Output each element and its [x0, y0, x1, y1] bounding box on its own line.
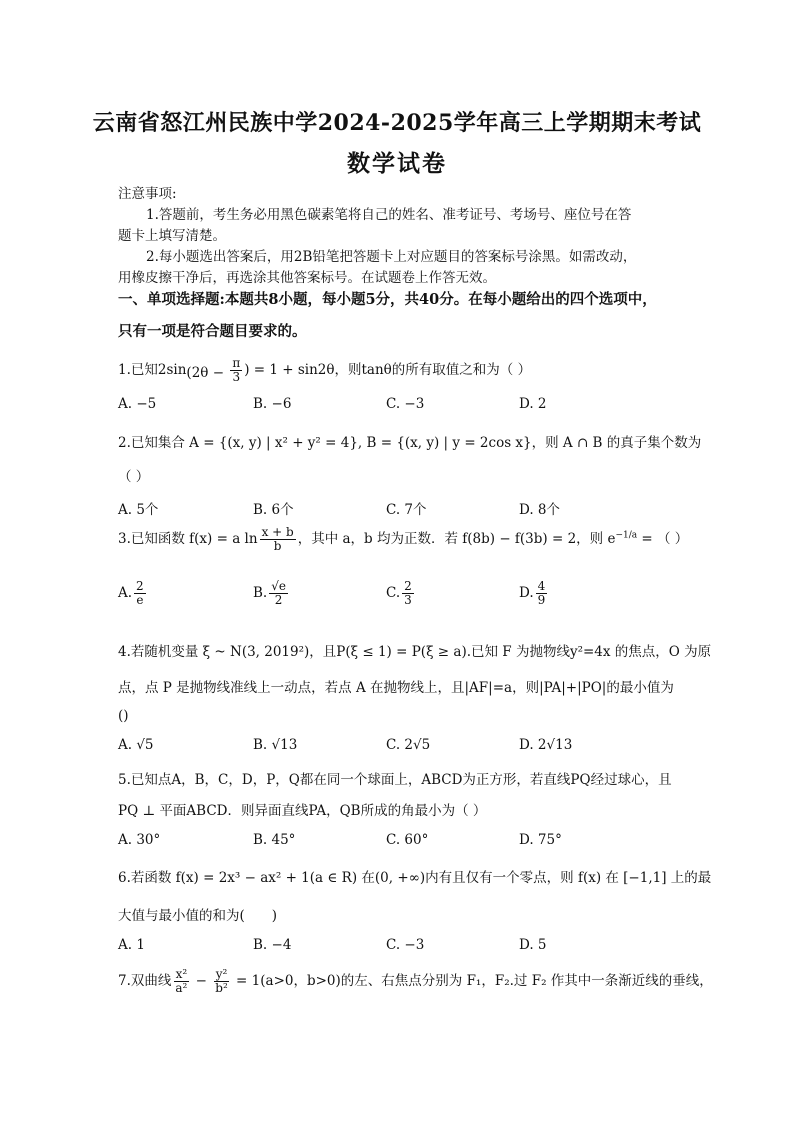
q3-option-b-den: 2	[274, 593, 283, 607]
q4-option-c: C. 2√5	[386, 737, 431, 753]
q3-option-b-num: √e	[271, 579, 286, 593]
exam-subtitle: 数学试卷	[347, 150, 447, 177]
q6-option-d: D. 5	[519, 937, 547, 953]
question-5-options	[118, 832, 678, 856]
notes-heading: 注意事项:	[118, 186, 177, 202]
q7-stem-a: 7.双曲线	[118, 973, 172, 989]
question-4-line-3: ()	[118, 708, 129, 724]
q1-option-c: C. −3	[386, 396, 425, 412]
q6-option-a: A. 1	[118, 937, 145, 953]
q3-frac-den: b	[273, 539, 282, 553]
note-1-line-1: 1.答题前，考生务必用黑色碳素笔将自己的姓名、准考证号、考场号、座位号在答	[146, 207, 632, 223]
q3-option-c-label: C.	[386, 585, 401, 601]
question-5-line-1: 5.已知点A，B，C，D，P，Q都在同一个球面上，ABCD为正方形，若直线PQ经过球心，且	[118, 772, 672, 788]
q1-option-d: D. 2	[519, 396, 547, 412]
question-2-stem: 2.已知集合 A = {(x, y) | x² + y² = 4}, B = {(x, y) | y = 2cos x}，则 A ∩ B 的真子集个数为	[118, 435, 702, 451]
q3-option-c-den: 3	[404, 593, 412, 607]
q3-option-a-frac	[134, 580, 146, 607]
q3-option-b	[253, 580, 290, 607]
q1-stem-b: (2θ −	[186, 365, 229, 381]
question-2-options	[118, 498, 678, 522]
question-3-stem	[118, 526, 688, 553]
q4-option-d: D. 2√13	[519, 737, 573, 753]
q3-option-a	[118, 580, 148, 607]
question-1-options	[118, 396, 678, 420]
q3-option-a-label: A.	[118, 585, 133, 601]
q3-frac-num: x + b	[261, 525, 294, 539]
exam-title: 云南省怒江州民族中学2024-2025学年高三上学期期末考试	[92, 110, 702, 136]
question-4-options	[118, 737, 678, 761]
question-4-line-1: 4.若随机变量 ξ ~ N(3, 2019²)，且P(ξ ≤ 1) = P(ξ ≥ a).已知 F 为抛物线y²=4x 的焦点，O 为原	[118, 644, 712, 660]
q3-option-d-label: D.	[519, 585, 534, 601]
q3-fraction	[260, 526, 296, 553]
q3-option-c	[386, 580, 416, 607]
q7-minus: −	[191, 973, 212, 989]
q6-option-c: C. −3	[386, 937, 425, 953]
q7-fraction-x	[173, 968, 189, 995]
question-2-stem-tail: （ ）	[118, 469, 150, 485]
q2-option-c: C. 7个	[386, 502, 427, 518]
q3-option-a-den: e	[136, 593, 144, 607]
q4-option-a: A. √5	[118, 737, 154, 753]
note-1-line-2: 题卡上填写清楚。	[118, 228, 226, 244]
q1-frac-num: π	[232, 356, 241, 370]
q3-option-d-num: 4	[537, 579, 546, 593]
question-6-line-2: 大值与最小值的和为( )	[118, 908, 278, 924]
q1-fraction	[230, 357, 242, 384]
q5-option-c: C. 60°	[386, 832, 429, 848]
q1-frac-den: 3	[232, 370, 241, 384]
q5-option-a: A. 30°	[118, 832, 161, 848]
q7-frac-x-den: a²	[175, 981, 188, 995]
q6-option-b: B. −4	[253, 937, 292, 953]
q3-option-b-label: B.	[253, 585, 268, 601]
section-heading-line-2: 只有一项是符合题目要求的。	[118, 323, 307, 340]
q2-option-b: B. 6个	[253, 502, 294, 518]
note-2-line-2: 用橡皮擦干净后，再选涂其他答案标号。在试题卷上作答无效。	[118, 270, 496, 286]
q3-stem-a: 3.已知函数 f(x) = a ln	[118, 531, 258, 547]
q3-option-d-frac	[536, 580, 548, 607]
question-4-line-2: 点，点 P 是抛物线准线上一动点，若点 A 在抛物线上，且|AF|=a，则|PA|+|PO|的最小值为	[118, 680, 674, 696]
q7-stem-b: = 1(a>0，b>0)的左、右焦点分别为 F₁，F₂.过 F₂ 作其中一条渐近线的垂线，	[231, 973, 713, 989]
q3-option-c-num: 2	[404, 579, 412, 593]
q3-option-c-frac	[402, 580, 414, 607]
section-heading-line-1: 一、单项选择题:本题共8小题，每小题5分，共40分。在每小题给出的四个选项中，	[118, 291, 657, 308]
q3-option-b-frac	[269, 580, 288, 607]
q7-fraction-y	[213, 968, 230, 995]
question-6-line-1: 6.若函数 f(x) = 2x³ − ax² + 1(a ∈ R) 在(0, +∞)内有且仅有一个零点，则 f(x) 在 [−1,1] 上的最	[118, 870, 712, 886]
q5-option-d: D. 75°	[519, 832, 562, 848]
q3-option-d	[519, 580, 549, 607]
question-7-stem	[118, 968, 713, 995]
q3-exponent: −1/a	[615, 530, 638, 541]
q3-option-a-num: 2	[136, 579, 144, 593]
q2-option-a: A. 5个	[118, 502, 159, 518]
q7-frac-y-num: y²	[215, 967, 228, 981]
q1-paren-expr	[186, 358, 228, 382]
q1-stem-a: 1.已知2sin	[118, 362, 187, 378]
q1-option-b: B. −6	[253, 396, 292, 412]
question-1-stem	[118, 357, 531, 384]
q1-stem-c: ) = 1 + sin2θ，则tanθ的所有取值之和为（ ）	[244, 362, 532, 378]
question-6-options	[118, 937, 678, 961]
q3-option-d-den: 9	[537, 593, 546, 607]
question-3-options	[118, 580, 678, 616]
q4-option-b: B. √13	[253, 737, 298, 753]
q3-stem-b: ，其中 a，b 均为正数．若 f(8b) − f(3b) = 2，则 e	[297, 531, 616, 547]
q3-stem-c: = （ ）	[637, 531, 689, 547]
question-5-line-2: PQ ⊥ 平面ABCD．则异面直线PA，QB所成的角最小为（ ）	[118, 803, 487, 819]
q1-option-a: A. −5	[118, 396, 157, 412]
q7-frac-y-den: b²	[215, 981, 228, 995]
note-2-line-1: 2.每小题选出答案后，用2B铅笔把答题卡上对应题目的答案标号涂黑。如需改动，	[146, 249, 637, 265]
q5-option-b: B. 45°	[253, 832, 296, 848]
q7-frac-x-num: x²	[175, 967, 188, 981]
q2-option-d: D. 8个	[519, 502, 561, 518]
